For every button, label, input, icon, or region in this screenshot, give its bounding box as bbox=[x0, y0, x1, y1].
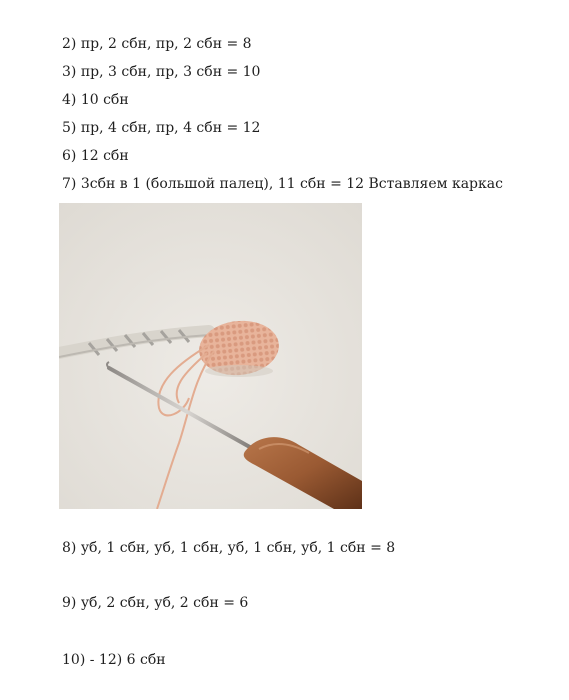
pattern-line-9: 9) уб, 2 сбн, уб, 2 сбн = 6 bbox=[62, 595, 249, 611]
pattern-line-7: 7) 3сбн в 1 (большой палец), 11 сбн = 12 Вставляем каркас bbox=[62, 176, 503, 192]
pattern-line-8: 8) уб, 1 сбн, уб, 1 сбн, уб, 1 сбн, уб, 1 сбн = 8 bbox=[62, 540, 396, 556]
pattern-line-4: 4) 10 сбн bbox=[62, 92, 129, 108]
pattern-line-5: 5) пр, 4 сбн, пр, 4 сбн = 12 bbox=[62, 120, 261, 136]
pattern-line-3: 3) пр, 3 сбн, пр, 3 сбн = 10 bbox=[62, 64, 261, 80]
pattern-line-6: 6) 12 сбн bbox=[62, 148, 129, 164]
pattern-line-2: 2) пр, 2 сбн, пр, 2 сбн = 8 bbox=[62, 36, 252, 52]
crochet-photo bbox=[59, 203, 362, 509]
pattern-line-10-12: 10) - 12) 6 сбн bbox=[62, 652, 166, 668]
